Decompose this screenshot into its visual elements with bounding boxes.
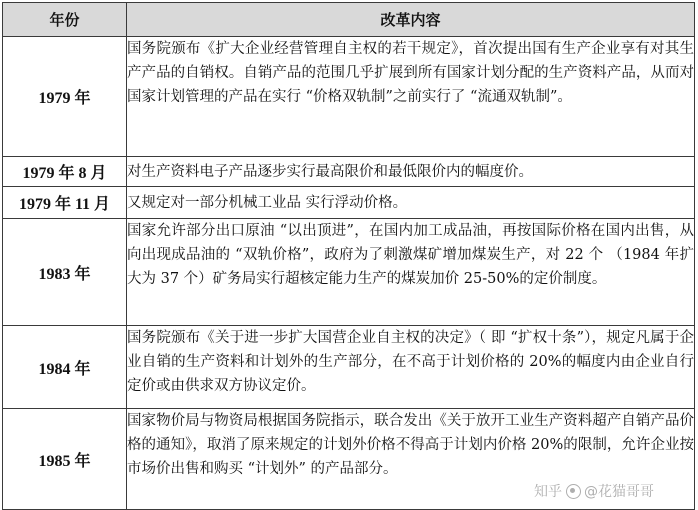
row-year: 1983 年 <box>3 219 127 326</box>
row-year: 1979 年 8 月 <box>3 157 127 187</box>
header-year: 年份 <box>3 3 127 37</box>
table-header-row <box>3 3 695 37</box>
table-row <box>3 157 695 187</box>
row-year: 1985 年 <box>3 409 127 510</box>
header-reform-content: 改革内容 <box>127 3 695 37</box>
row-content: 国家物价局与物资局根据国务院指示，联合发出《关于放开工业生产资料超产自销产品价格的通知》，取消了原来规定的计划外价格不得高于计划内价格 20%的限制，允许企业按市场价出售和购买 “计划外” 的产品部分。 <box>127 409 695 510</box>
table-row <box>3 409 695 510</box>
table-row <box>3 187 695 219</box>
row-content: 国家允许部分出口原油 “以出顶进”，在国内加工成品油，再按国际价格在国内出售，从向出现成品油的 “双轨价格”，政府为了刺激煤矿增加煤炭生产，对 22 个 （1984 年扩大为 37 个）矿务局实行超核定能力生产的煤炭加价 25-50%的定价制度。 <box>127 219 695 326</box>
table-row <box>3 37 695 157</box>
table-row <box>3 326 695 409</box>
row-content: 对生产资料电子产品逐步实行最高限价和最低限价内的幅度价。 <box>127 157 695 187</box>
watermark-author: @花猫哥哥 <box>584 484 654 500</box>
row-content: 又规定对一部分机械工业品 实行浮动价格。 <box>127 187 695 219</box>
watermark-site-name: 知乎 <box>534 484 562 500</box>
table-row <box>3 219 695 326</box>
row-year: 1979 年 11 月 <box>3 187 127 219</box>
row-year: 1984 年 <box>3 326 127 409</box>
row-content: 国务院颁布《扩大企业经营管理自主权的若干规定》，首次提出国有生产企业享有对其生产产品的自销权。自销产品的范围几乎扩展到所有国家计划分配的生产资料产品，从而对国家计划管理的产品在实行 “价格双轨制”之前实行了 “流通双轨制”。 <box>127 37 695 157</box>
reform-table <box>2 2 695 510</box>
row-year: 1979 年 <box>3 37 127 157</box>
row-content: 国务院颁布《关于进一步扩大国营企业自主权的决定》（ 即 “扩权十条”），规定凡属于企业自销的生产资料和计划外的生产部分，在不高于计划价格的 20%的幅度内由企业自行定价或由供求双方协议定价。 <box>127 326 695 409</box>
